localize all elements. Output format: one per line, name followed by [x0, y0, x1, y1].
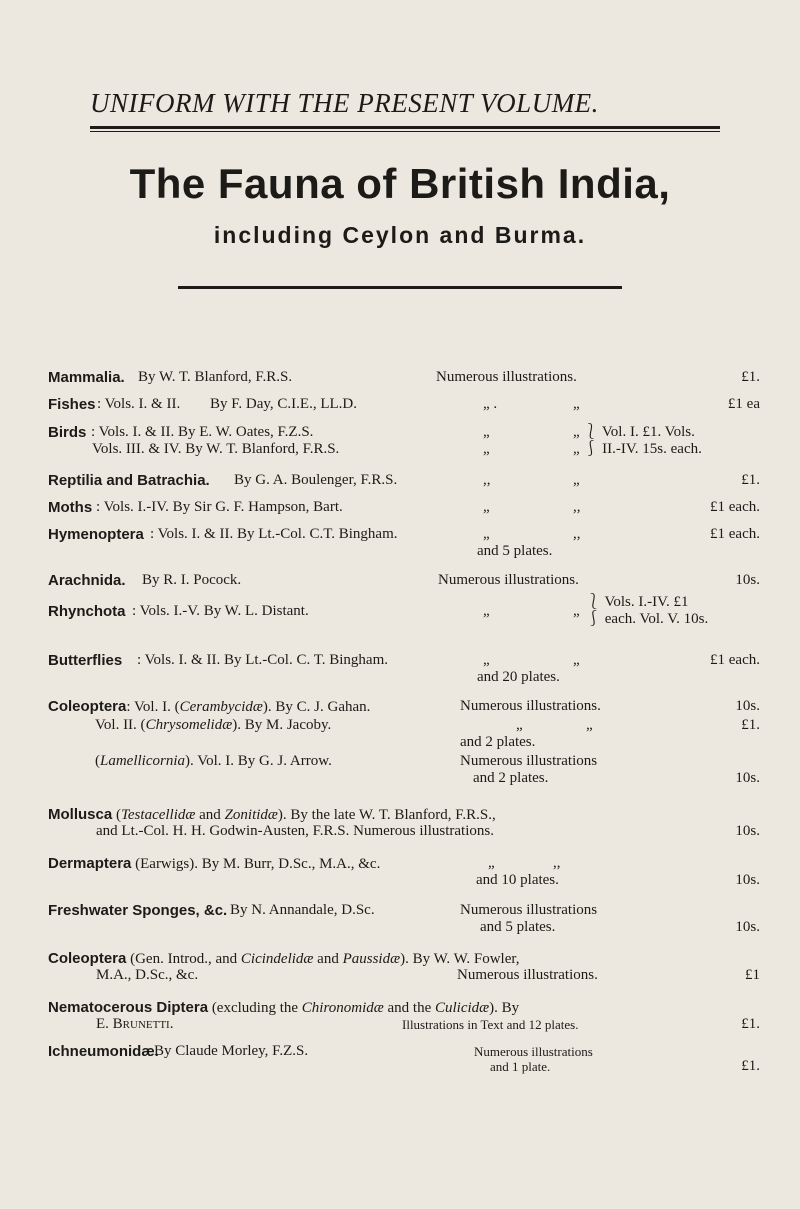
entry-name: Butterflies	[48, 652, 123, 669]
entry-mollusca: Mollusca (Testacellidæ and Zonitidæ). By the late W. T. Blanford, F.R.S., and Lt.-Col. H. H. Godwin-Austen, F.R.S. Numerous illustrations. 10s.	[48, 806, 760, 839]
ditto-mark: „ .	[483, 396, 498, 412]
ditto-mark: ,,	[573, 499, 581, 515]
entry-illustrations: Numerous illustrations.	[457, 967, 598, 983]
ditto-mark: „	[573, 472, 580, 488]
entry-name: Coleoptera	[48, 950, 127, 967]
entry-author: By R. I. Pocock.	[142, 572, 242, 588]
ditto-mark: ,,	[553, 855, 561, 871]
entry-hymenoptera	[48, 526, 760, 560]
entry-author: By G. A. Boulenger, F.R.S.	[234, 472, 398, 488]
series-header: UNIFORM WITH THE PRESENT VOLUME.	[90, 88, 599, 118]
entry-price: „ ⎱ Vol. I. £1. Vols.	[573, 424, 695, 440]
entry-diptera: Nematocerous Diptera (excluding the Chironomidæ and the Culicidæ). By E. Brunetti. Illustrations in Text and 12 plates. £1.	[48, 999, 760, 1032]
entry-illustrations: Numerous illustrations	[460, 902, 598, 918]
entry-price: „ ⎰ II.-IV. 15s. each.	[573, 441, 702, 457]
entry-moths	[48, 499, 760, 516]
entry-vols: : Vols. I. & II.	[97, 396, 181, 412]
entry-rhynchota	[48, 594, 760, 628]
entry-birds	[48, 424, 760, 458]
ditto-mark: „	[483, 603, 490, 619]
entry-price: 10s.	[735, 872, 760, 888]
entry-name: Fishes	[48, 396, 96, 413]
entry-price: 10s.	[735, 823, 760, 839]
entry-plates: and 2 plates.	[460, 734, 536, 750]
entry-plates: and 10 plates.	[476, 872, 559, 888]
entry-plates: and 1 plate.	[490, 1059, 551, 1074]
entry-butterflies	[48, 652, 760, 686]
entry-name: Birds	[48, 424, 87, 441]
entry-author: By N. Annandale, D.Sc.	[230, 902, 375, 918]
ditto-mark: „	[586, 717, 593, 733]
entry-fishes	[48, 396, 760, 413]
entry-reptilia	[48, 472, 760, 489]
entry-author: By Claude Morley, F.Z.S.	[154, 1043, 309, 1059]
ditto-mark: „	[573, 603, 580, 619]
entry-name: Arachnida.	[48, 572, 126, 589]
entry-price: £1.	[741, 369, 760, 385]
entry-price: £1 each.	[710, 499, 760, 515]
entry-author: M.A., D.Sc., &c.	[96, 967, 199, 983]
ditto-mark: „	[483, 652, 490, 668]
entry-arachnida	[48, 572, 760, 589]
ditto-mark: „	[483, 441, 490, 457]
entry-illustrations: Numerous illustrations	[474, 1044, 593, 1059]
header-rule	[90, 126, 720, 129]
page-title: The Fauna of British India,	[129, 160, 671, 207]
entry-plates: and 5 plates.	[480, 919, 556, 935]
entry-sponges	[48, 902, 760, 936]
entry-price: 10s.	[735, 919, 760, 935]
entry-price: £1.	[741, 1016, 760, 1032]
entry-author: : Vols. I. & II. By Lt.-Col. C. T. Bingham.	[137, 652, 388, 668]
ditto-mark: „	[573, 396, 580, 412]
entry-price: 10s.	[735, 572, 760, 588]
entry-price: £1.	[741, 717, 760, 733]
entry-author: and Lt.-Col. H. H. Godwin-Austen, F.R.S. Numerous illustrations.	[96, 823, 494, 839]
entry-author: : Vols. I.-IV. By Sir G. F. Hampson, Bart.	[96, 499, 343, 515]
entry-author: By F. Day, C.I.E., LL.D.	[210, 396, 357, 412]
entry-author: : Vols. I. & II. By E. W. Oates, F.Z.S.	[91, 424, 314, 440]
entry-author: : Vols. I. & II. By Lt.-Col. C.T. Bingham.	[150, 526, 398, 542]
entry-plates: and 2 plates.	[473, 770, 549, 786]
entry-price: ⎱ Vols. I.-IV. £1	[586, 594, 689, 610]
entry-author: Vols. III. & IV. By W. T. Blanford, F.R.S.	[92, 441, 340, 457]
entry-illustrations: Numerous illustrations.	[460, 698, 601, 714]
entry-price: £1.	[741, 472, 760, 488]
entry-price: £1.	[741, 1058, 760, 1074]
entry-author: : Vols. I.-V. By W. L. Distant.	[132, 603, 309, 619]
entry-plates: and 20 plates.	[477, 669, 560, 685]
entry-name: Coleoptera	[48, 698, 127, 715]
entry-price: £1	[745, 967, 760, 983]
entry-mammalia	[48, 369, 760, 386]
entry-author: By W. T. Blanford, F.R.S.	[138, 369, 293, 385]
ditto-mark: „	[573, 652, 580, 668]
entry-price: £1 each.	[710, 526, 760, 542]
ditto-mark: „	[483, 424, 490, 440]
entry-price: ⎰ each. Vol. V. 10s.	[586, 611, 709, 627]
title-rule	[178, 286, 622, 289]
page-subtitle: including Ceylon and Burma.	[213, 222, 587, 248]
ditto-mark: „	[488, 855, 495, 871]
header-rule-thin	[90, 131, 720, 132]
entry-illustrations: Illustrations in Text and 12 plates.	[402, 1017, 579, 1032]
entry-name: Rhynchota	[48, 603, 126, 620]
entry-name: Reptilia and Batrachia.	[48, 472, 210, 489]
entry-price: 10s.	[735, 770, 760, 786]
entry-coleoptera-introd: Coleoptera (Gen. Introd., and Cicindelidæ and Paussidæ). By W. W. Fowler, M.A., D.Sc., &c. Numerous illustrations. £1	[48, 950, 760, 983]
entry-dermaptera: Dermaptera (Earwigs). By M. Burr, D.Sc., M.A., &c. „ ,, and 10 plates. 10s.	[48, 855, 760, 888]
entry-illustrations: Numerous illustrations	[460, 753, 598, 769]
ditto-mark: ,,	[483, 472, 491, 488]
ditto-mark: „	[516, 717, 523, 733]
entry-name: Hymenoptera	[48, 526, 144, 543]
entry-plates: and 5 plates.	[477, 543, 553, 559]
entry-coleoptera: Coleoptera: Vol. I. (Cerambycidæ). By C. J. Gahan. Numerous illustrations. 10s. Vol. II. (Chrysomelidæ). By M. Jacoby. „ „ £1. and 2 plates. (Lamellicornia). Vol. I. By G. J. Arrow. Numerous illustrations and 2 plates. 10s.	[48, 698, 760, 786]
entry-name: Mammalia.	[48, 369, 125, 386]
entry-name: Ichneumonidæ.	[48, 1043, 159, 1060]
entry-name: Mollusca	[48, 806, 113, 823]
ditto-mark: „	[483, 526, 490, 542]
entry-name: Freshwater Sponges, &c.	[48, 902, 228, 919]
entry-illustrations: Numerous illustrations.	[438, 572, 579, 588]
entry-name: Dermaptera	[48, 855, 132, 872]
ditto-mark: „	[483, 499, 490, 515]
ditto-mark: ,,	[573, 526, 581, 542]
entry-ichneumonidae	[48, 1043, 760, 1075]
entry-price: 10s.	[735, 698, 760, 714]
entry-illustrations: Numerous illustrations.	[436, 369, 577, 385]
entry-name: Nematocerous Diptera	[48, 999, 209, 1016]
entry-price: £1 each.	[710, 652, 760, 668]
entry-author: E. Brunetti.	[96, 1016, 174, 1032]
entry-name: Moths	[48, 499, 93, 516]
entry-price: £1 ea	[727, 396, 760, 412]
